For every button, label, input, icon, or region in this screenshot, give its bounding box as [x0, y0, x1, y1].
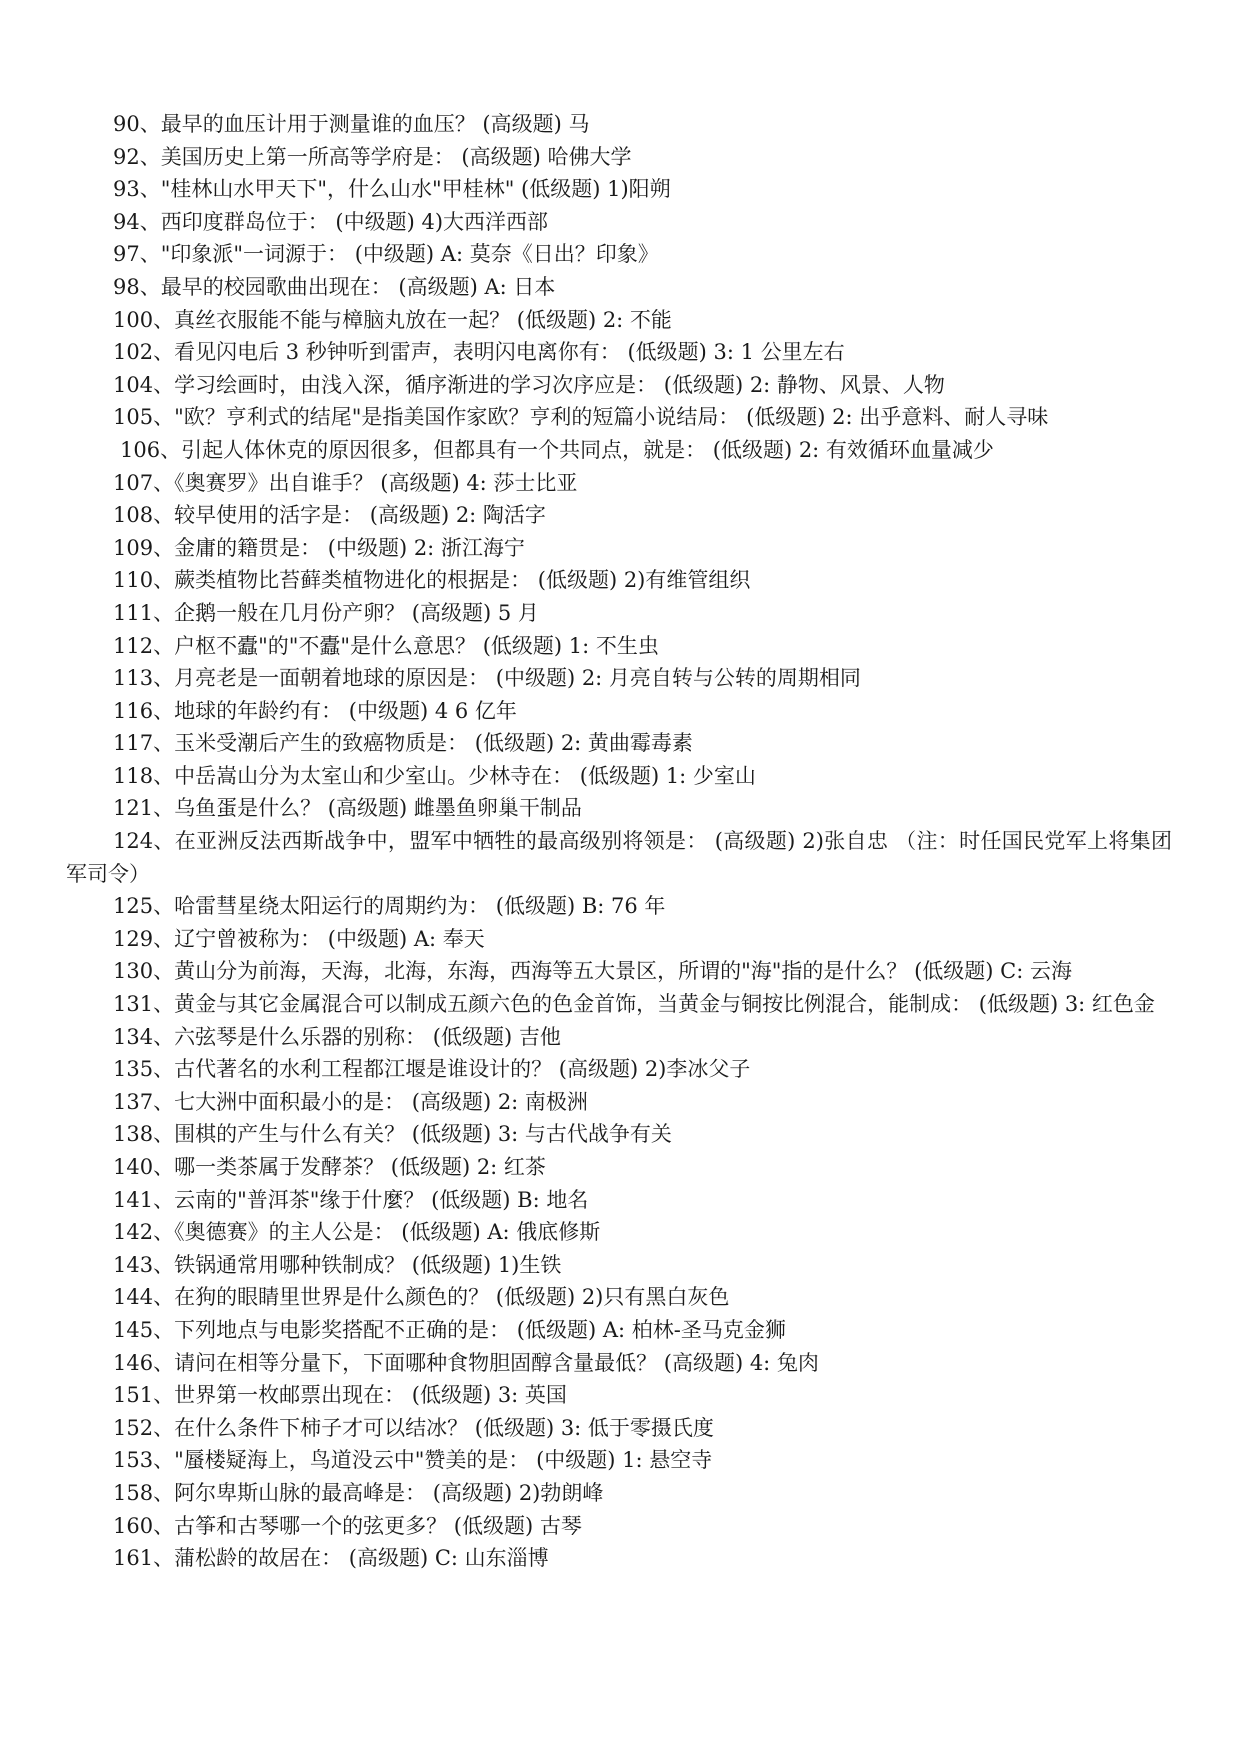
question-item-121: 121、乌鱼蛋是什么？ (高级题) 雌墨鱼卵巢干制品 — [113, 796, 582, 821]
question-item-138: 138、围棋的产生与什么有关？ (低级题) 3: 与古代战争有关 — [113, 1122, 672, 1147]
question-item-151: 151、世界第一枚邮票出现在： (低级题) 3: 英国 — [113, 1383, 567, 1408]
question-item-112: 112、户枢不蠹"的"不蠹"是什么意思？ (低级题) 1: 不生虫 — [113, 633, 659, 658]
question-item-137: 137、七大洲中面积最小的是： (高级题) 2: 南极洲 — [113, 1089, 588, 1114]
question-item-102: 102、看见闪电后 3 秒钟听到雷声，表明闪电离你有： (低级题) 3: 1 公里左右 — [113, 340, 845, 365]
question-item-117: 117、玉米受潮后产生的致癌物质是： (低级题) 2: 黄曲霉毒素 — [113, 731, 693, 756]
question-item-134: 134、六弦琴是什么乐器的别称： (低级题) 吉他 — [113, 1024, 561, 1049]
question-item-104: 104、学习绘画时，由浅入深，循序渐进的学习次序应是： (低级题) 2: 静物、风景、人物 — [113, 372, 945, 397]
question-item-106: 106、引起人体休克的原因很多，但都具有一个共同点，就是： (低级题) 2: 有效循环血量减少 — [120, 437, 994, 462]
question-item-105: 105、"欧？亨利式的结尾"是指美国作家欧？亨利的短篇小说结局： (低级题) 2: 出乎意料、耐人寻味 — [113, 405, 1049, 430]
question-item-145: 145、下列地点与电影奖搭配不正确的是： (低级题) A: 柏林-圣马克金狮 — [113, 1317, 786, 1342]
question-item-116: 116、地球的年龄约有： (中级题) 4 6 亿年 — [113, 698, 517, 723]
question-item-158: 158、阿尔卑斯山脉的最高峰是： (高级题) 2)勃朗峰 — [113, 1480, 604, 1505]
question-item-113: 113、月亮老是一面朝着地球的原因是： (中级题) 2: 月亮自转与公转的周期相同 — [113, 666, 861, 691]
question-item-152: 152、在什么条件下柿子才可以结冰？ (低级题) 3: 低于零摄氏度 — [113, 1415, 714, 1440]
document-page — [66, 108, 1172, 1575]
question-item-130: 130、黄山分为前海，天海，北海，东海，西海等五大景区，所谓的"海"指的是什么？ (低级题) C: 云海 — [113, 959, 1072, 984]
question-item-110: 110、蕨类植物比苔藓类植物进化的根据是： (低级题) 2)有维管组织 — [113, 568, 751, 593]
question-item-161: 161、蒲松龄的故居在： (高级题) C: 山东淄博 — [113, 1546, 549, 1571]
question-item-90: 90、最早的血压计用于测量谁的血压？ (高级题) 马 — [113, 112, 590, 136]
question-item-107: 107、《奥赛罗》出自谁手？ (高级题) 4: 莎士比亚 — [113, 470, 578, 495]
question-item-98: 98、最早的校园歌曲出现在： (高级题) A: 日本 — [113, 274, 556, 299]
question-item-93: 93、"桂林山水甲天下"，什么山水"甲桂林" (低级题) 1)阳朔 — [113, 177, 671, 202]
question-item-109: 109、金庸的籍贯是： (中级题) 2: 浙江海宁 — [113, 535, 525, 560]
question-item-142: 142、《奥德赛》的主人公是： (低级题) A: 俄底修斯 — [113, 1220, 601, 1245]
question-item-146: 146、请问在相等分量下，下面哪种食物胆固醇含量最低？ (高级题) 4: 兔肉 — [113, 1350, 819, 1375]
question-item-140: 140、哪一类茶属于发酵茶？ (低级题) 2: 红茶 — [113, 1155, 546, 1179]
question-item-100: 100、真丝衣服能不能与樟脑丸放在一起？ (低级题) 2: 不能 — [113, 307, 672, 332]
question-item-143: 143、铁锅通常用哪种铁制成？ (低级题) 1)生铁 — [113, 1252, 562, 1277]
question-item-144: 144、在狗的眼睛里世界是什么颜色的？ (低级题) 2)只有黑白灰色 — [113, 1285, 730, 1310]
question-item-97: 97、"印象派"一词源于： (中级题) A: 莫奈《日出？印象》 — [113, 242, 659, 267]
question-item-111: 111、企鹅一般在几月份产卵？ (高级题) 5 月 — [113, 600, 539, 625]
question-item-160: 160、古筝和古琴哪一个的弦更多？ (低级题) 古琴 — [113, 1513, 582, 1538]
question-item-135: 135、古代著名的水利工程都江堰是谁设计的？ (高级题) 2)李冰父子 — [113, 1057, 751, 1082]
question-item-118: 118、中岳嵩山分为太室山和少室山。少林寺在： (低级题) 1: 少室山 — [113, 763, 756, 788]
question-item-92: 92、美国历史上第一所高等学府是： (高级题) 哈佛大学 — [113, 144, 632, 169]
question-item-125: 125、哈雷彗星绕太阳运行的周期约为： (低级题) B: 76 年 — [113, 894, 666, 919]
question-item-94: 94、西印度群岛位于： (中级题) 4)大西洋西部 — [113, 209, 549, 234]
question-item-108: 108、较早使用的活字是： (高级题) 2: 陶活字 — [113, 503, 546, 528]
question-item-153: 153、"蜃楼疑海上，鸟道没云中"赞美的是： (中级题) 1: 悬空寺 — [113, 1448, 713, 1473]
question-item-141: 141、云南的"普洱茶"缘于什麼？ (低级题) B: 地名 — [113, 1187, 589, 1212]
question-item-129: 129、辽宁曾被称为： (中级题) A: 奉天 — [113, 926, 485, 951]
question-item-131: 131、黄金与其它金属混合可以制成五颜六色的色金首饰，当黄金与铜按比例混合，能制成： (低级题) 3: 红色金 — [113, 992, 1155, 1017]
question-item-124: 124、在亚洲反法西斯战争中，盟军中牺牲的最高级别将领是： (高级题) 2)张自忠 （注：时任国民党军上将集团军司令） — [66, 829, 1172, 886]
